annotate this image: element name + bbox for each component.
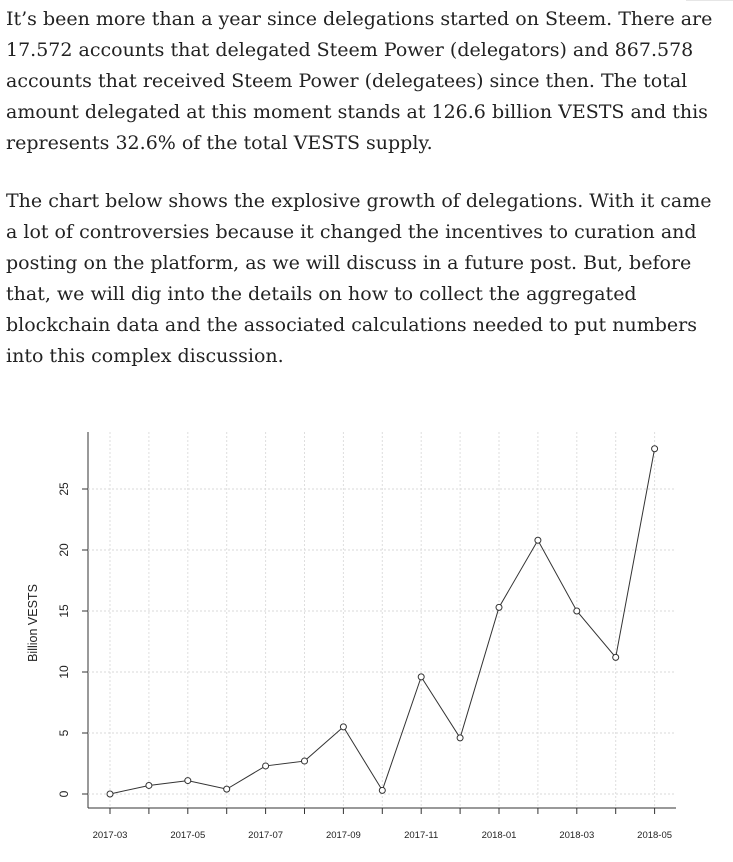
x-tick-label: 2018-01 — [481, 830, 517, 841]
x-tick-label: 2017-09 — [325, 830, 361, 841]
y-tick-label: 5 — [57, 729, 71, 737]
data-point — [340, 724, 346, 730]
data-point — [418, 674, 424, 680]
data-point — [185, 778, 191, 784]
data-point — [224, 786, 230, 792]
data-point — [146, 782, 152, 788]
y-tick-label: 20 — [57, 543, 71, 557]
data-point — [263, 763, 269, 769]
y-tick-label: 15 — [57, 604, 71, 618]
data-point — [613, 654, 619, 660]
x-tick-label: 2017-11 — [404, 830, 439, 841]
data-point — [379, 787, 385, 793]
y-tick-label: 10 — [57, 665, 71, 679]
data-point — [457, 735, 463, 741]
data-point — [574, 608, 580, 614]
article-paragraph-1: It’s been more than a year since delegations started on Steem. There are 17.572 accounts that delegated Steem Power (delegators) and 867.578 accounts that received Steem Power (delegatees) since then. The total amount delegated at this moment stands at 126.6 billion VESTS and this represents 32.6% of the total VESTS supply. — [6, 8, 713, 154]
article-paragraph-2: The chart below shows the explosive growth of delegations. With it came a lot of controversies because it changed the incentives to curation and posting on the platform, as we will discuss in a future post. But, before that, we will dig into the details on how to collect the aggregated blockchain data and the associated calculations needed to put numbers into this complex discussion. — [6, 190, 712, 367]
delegation-line-chart — [0, 420, 733, 862]
x-tick-label: 2017-07 — [248, 830, 284, 841]
x-tick-label: 2018-05 — [637, 830, 673, 841]
x-tick-label: 2017-05 — [170, 830, 206, 841]
data-point — [496, 604, 502, 610]
y-tick-label: 0 — [57, 790, 71, 798]
divider — [686, 0, 733, 1]
data-point — [652, 446, 658, 452]
data-point — [535, 537, 541, 543]
data-point — [107, 791, 113, 797]
y-tick-label: 25 — [57, 482, 71, 496]
x-tick-label: 2017-03 — [92, 830, 128, 841]
x-tick-label: 2018-03 — [559, 830, 595, 841]
y-axis-title: Billion VESTS — [26, 584, 40, 662]
data-point — [302, 758, 308, 764]
